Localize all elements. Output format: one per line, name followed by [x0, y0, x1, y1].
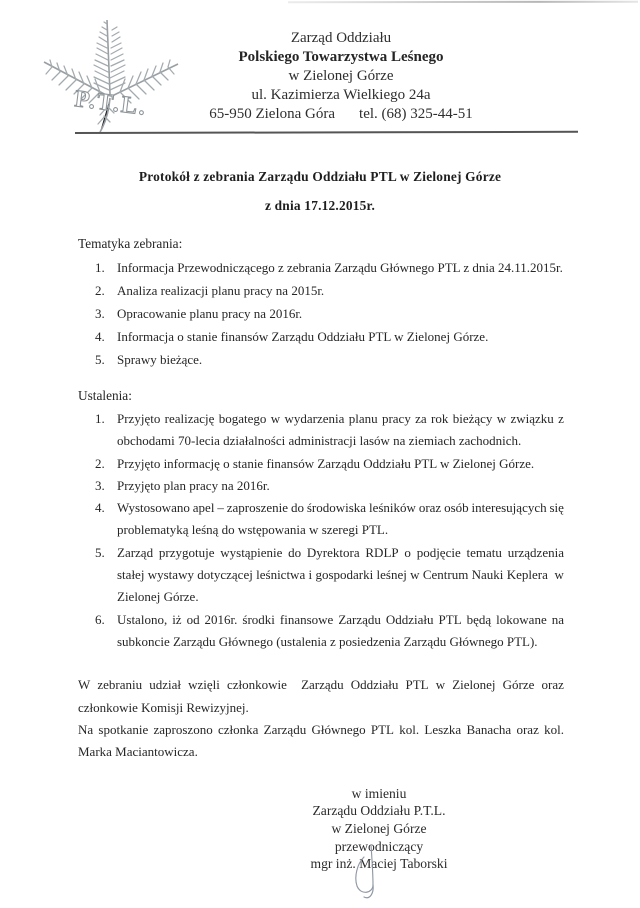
item-number: 1.	[95, 411, 105, 426]
org-street: ul. Kazimierza Wielkiego 24a	[251, 87, 431, 103]
resolution-item	[78, 475, 564, 497]
signature-icon	[336, 843, 398, 903]
text-line: Marka Maciantowicza.	[78, 744, 198, 760]
item-lines	[117, 542, 564, 609]
resolution-item	[78, 609, 564, 654]
phone-number: tel. (68) 325-44-51	[359, 106, 473, 122]
topic-item	[78, 256, 564, 279]
signature-line: w Zielonej Górze	[331, 821, 427, 837]
handwritten-signature	[336, 843, 398, 903]
text-line: członkowie Komisji Rewizyjnej.	[78, 699, 249, 715]
item-lines	[117, 408, 564, 453]
item-number: 3.	[95, 477, 105, 493]
item-number: 2.	[95, 455, 105, 471]
item-number: 6.	[95, 611, 105, 627]
text-line: Przyjęto informację o stanie finansów Zarządu Oddziału PTL w Zielonej Górze.	[117, 455, 535, 471]
org-city: w Zielonej Górze	[288, 68, 394, 84]
resolution-item	[78, 408, 564, 453]
text-line: W zebraniu udział wzięli członkowie Zarządu Oddziału PTL w Zielonej Górze oraz	[78, 677, 564, 693]
text-line: stałej wystawy dotyczącej leśnictwa i gospodarki leśnej w Centrum Nauki Keplera w	[117, 567, 564, 583]
closing-paragraphs	[78, 674, 564, 764]
topic-item	[78, 325, 564, 348]
org-unit: Zarząd Oddziału	[290, 30, 392, 46]
document-title	[0, 162, 640, 220]
text-line: Przyjęto plan pracy na 2016r.	[117, 477, 270, 493]
resolutions-list	[78, 408, 564, 653]
document-body	[0, 235, 640, 873]
item-text: Opracowanie planu pracy na 2016r.	[117, 306, 303, 321]
resolution-item	[78, 497, 564, 542]
resolution-item	[78, 453, 564, 475]
org-name: Polskiego Towarzystwa Leśnego	[238, 49, 444, 65]
item-text: Informacja o stanie finansów Zarządu Oddziału PTL w Zielonej Górze.	[117, 329, 489, 344]
title-line-2: z dnia 17.12.2015r.	[264, 198, 376, 213]
signature-line: mgr inż. Maciej Taborski	[310, 856, 448, 872]
text-line: Na spotkanie zaproszono członka Zarządu Głównego PTL kol. Leszka Banacha oraz kol.	[78, 722, 564, 738]
item-number: 5.	[95, 352, 105, 367]
title-line-1: Protokół z zebrania Zarządu Oddziału PTL w Zielonej Górze	[138, 169, 502, 184]
signature-line: Zarządu Oddziału P.T.L.	[312, 803, 446, 819]
text-line: subkoncie Zarządu Głównego (ustalenia z posiedzenia Zarządu Głównego PTL).	[117, 633, 538, 649]
item-number: 4.	[95, 329, 105, 344]
text-line: Ustalono, iż od 2016r. środki finansowe Zarządu Oddziału PTL będą lokowane na	[117, 611, 564, 627]
item-number: 1.	[95, 260, 105, 275]
item-number: 3.	[95, 306, 105, 321]
item-text: Informacja Przewodniczącego z zebrania Zarządu Głównego PTL z dnia 24.11.2015r.	[117, 260, 563, 275]
item-number: 5.	[95, 544, 105, 560]
item-number: 2.	[95, 283, 105, 298]
topic-item	[78, 348, 564, 371]
text-line: problematyką leśną do wstępowania w szeregi PTL.	[117, 522, 389, 538]
item-lines	[117, 475, 564, 497]
header-divider	[75, 131, 578, 134]
resolutions-heading: Ustalenia:	[78, 388, 132, 403]
fir-branches-icon	[36, 12, 188, 140]
ptl-logo	[36, 12, 188, 140]
paragraph	[78, 719, 564, 764]
signature-line: w imieniu	[351, 785, 407, 801]
topic-item	[78, 279, 564, 302]
postal-city: 65-950 Zielona Góra	[209, 106, 336, 122]
logo-text: P.T.L.	[73, 86, 149, 121]
item-lines	[117, 609, 564, 654]
topic-item	[78, 302, 564, 325]
topics-heading: Tematyka zebrania:	[78, 236, 183, 251]
text-line: Przyjęto realizację bogatego w wydarzenia planu pracy za rok bieżący w związku z	[117, 411, 564, 426]
item-text: Analiza realizacji planu pracy na 2015r.	[117, 283, 325, 298]
item-lines	[117, 497, 564, 542]
signature-line: przewodniczący	[334, 838, 424, 854]
paragraph	[78, 674, 564, 719]
text-line: Wystosowano apel – zaproszenie do środowiska leśników oraz osób interesujących się	[117, 500, 564, 516]
item-number: 4.	[95, 500, 105, 516]
text-line: Zarząd przygotuje wystąpienie do Dyrektora RDLP o podjęcie tematu urządzenia	[117, 544, 564, 560]
item-text: Sprawy bieżące.	[117, 352, 203, 367]
resolution-item	[78, 542, 564, 609]
topics-list	[78, 256, 564, 371]
text-line: Zielonej Górze.	[117, 589, 199, 605]
text-line: obchodami 70-lecia działalności administracji lasów na ziemiach zachodnich.	[117, 433, 522, 449]
item-lines	[117, 453, 564, 475]
